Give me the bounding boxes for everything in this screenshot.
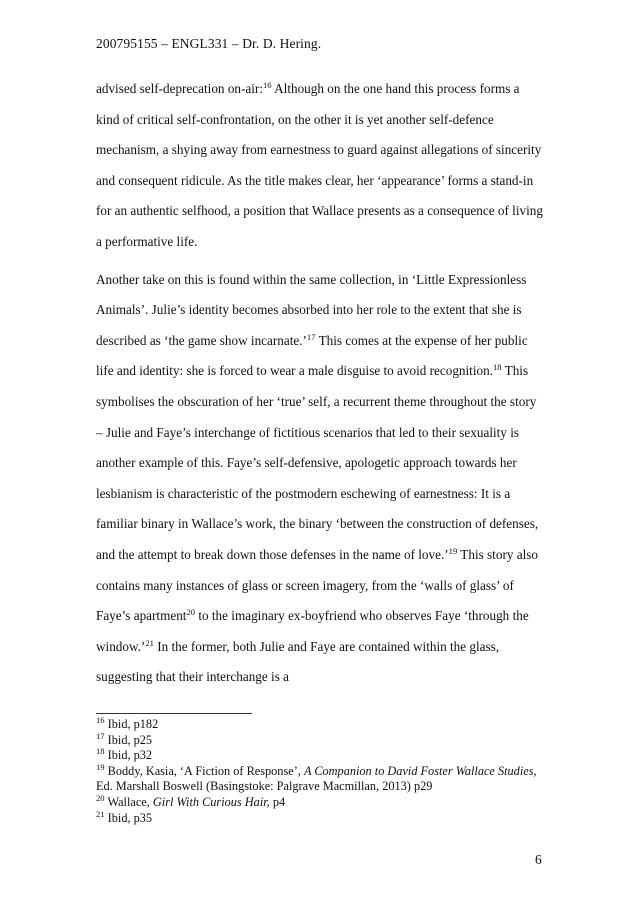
footnote-reference: 19 — [448, 545, 458, 556]
footnote-separator — [96, 713, 252, 714]
footnote — [96, 792, 546, 811]
text-run: Wallace, — [104, 794, 153, 809]
footnote-number: 17 — [96, 730, 105, 741]
footnote-reference: 18 — [492, 362, 502, 373]
page-header: 200795155 – ENGL331 – Dr. D. Hering. — [96, 36, 322, 51]
text-run: Ibid, p25 — [104, 732, 153, 747]
footnote-number: 16 — [96, 715, 105, 725]
text-run: p4 — [269, 794, 286, 809]
footnote-number: 21 — [96, 808, 105, 819]
footnote — [96, 808, 546, 827]
italic-title: A Companion to David Foster Wallace Studies, — [303, 763, 537, 778]
italic-title: Girl With Curious Hair, — [152, 794, 270, 809]
body-text — [96, 74, 544, 693]
footnote — [96, 717, 546, 733]
footnote-reference: 16 — [262, 80, 272, 90]
text-run: Ibid, p32 — [104, 748, 153, 763]
footnotes — [96, 717, 546, 826]
footnote-number: 19 — [96, 761, 105, 772]
footnote-reference: 17 — [306, 331, 316, 342]
footnote — [96, 748, 546, 764]
footnote — [96, 730, 546, 749]
text-run: Although on the one hand this process forms a kind of critical self-confrontation, on the other it is yet another self-defence mechanism, a shying away from earnestness to guard against allegations of sincerity and consequent ridicule. As the title makes clear, her ‘appearance’ forms a stand-in for an authentic selfhood, a position that Wallace presents as a consequence of living a performative life. — [96, 81, 543, 249]
page-number: 6 — [535, 852, 542, 867]
text-run: Ed. Marshall Boswell (Basingstoke: Palgrave Macmillan, 2013) p29 — [96, 779, 433, 794]
footnote — [96, 761, 546, 795]
paragraph-2 — [96, 265, 544, 693]
text-run: Boddy, Kasia, ‘A Fiction of Response’, — [104, 763, 304, 778]
text-run: Ibid, p182 — [104, 717, 159, 731]
text-run: This story also contains many instances of glass or screen imagery, from the ‘walls of glass’ of Faye’s apartment — [96, 546, 538, 624]
text-run: advised self-deprecation on-air: — [96, 81, 263, 96]
text-run: to the imaginary ex-boyfriend who observes Faye ‘through the window.’ — [96, 608, 529, 654]
text-run: In the former, both Julie and Faye are contained within the glass, suggesting that their interchange is a — [96, 638, 500, 685]
text-run: Ibid, p35 — [104, 810, 153, 825]
text-run: This comes at the expense of her public life and identity: she is forced to wear a male disguise to avoid recognition. — [96, 332, 528, 379]
footnote-reference: 21 — [145, 637, 154, 648]
footnote-number: 18 — [96, 746, 105, 757]
text-run: This symbolises the obscuration of her ‘true’ self, a recurrent theme throughout the story – Julie and Faye’s interchange of fictitious scenarios that led to their sexuality is another example of this. Faye’s self-defensive, apologetic approach towards her lesbianism is characteristic of the postmodern eschewing of earnestness: It is a familiar binary in Wallace’s work, the binary ‘between the construction of defenses, and the attempt to break down those defenses in the name of love.’ — [96, 363, 539, 562]
text-run: Another take on this is found within the same collection, in ‘Little Expressionless Animals’. Julie’s identity becomes absorbed into her role to the extent that she is described as ‘the game show incarnate.’ — [96, 271, 527, 348]
footnote-number: 20 — [96, 792, 105, 803]
paragraph-1 — [96, 74, 544, 258]
footnote-reference: 20 — [186, 607, 196, 618]
